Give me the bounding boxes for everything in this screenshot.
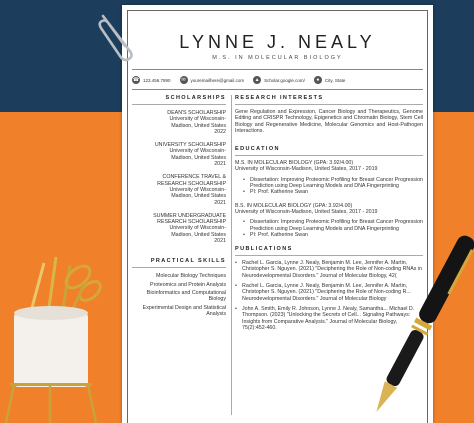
email-icon: ✉: [181, 77, 186, 83]
scholarship-detail: University of Wisconsin-: [169, 225, 226, 232]
bullet-text: Dissertation: Improving Proteomic Profiling for Breast Cancer Progression Prediction using Deep Learning Models and DNA Fingerprinting: [250, 176, 423, 190]
contact-bar: [132, 72, 423, 88]
skill-item: Molecular Biology Techniques: [156, 273, 226, 280]
publication-text: John A. Smith, Emily R. Johnson, Lynne J. Nealy, Samantha... Michael D. Thompson. (2023) "Unlocking the Secrets of Cell... Signaling Pathways: Insights from Comparative Analysis." Journal of Molecular Biology, 75(2):452-460.: [242, 305, 415, 331]
contact-divider: [132, 89, 423, 90]
education-bullet: [235, 177, 423, 190]
scholarship-detail: University of Wisconsin-: [169, 186, 226, 193]
contact-location: [314, 76, 345, 84]
paperclip-icon: [95, 10, 141, 62]
interests-text: Gene Regulation and Expression, Cancer Biology and Therapeutics, Genome Editing and CRISPR Technology, Epigenetics and Chromatin Biology, Stem Cell Biology and Regenerative Medicine, Molecular Genomics and Host-Pathogen Interactions.: [235, 109, 423, 134]
scholarship-detail: 2022: [214, 128, 226, 135]
scholarship-detail: University of Wisconsin-: [169, 116, 226, 123]
bullet-icon: •: [243, 219, 245, 226]
left-column: [132, 95, 226, 415]
scholarships-heading: SCHOLARSHIPS: [165, 95, 226, 101]
column-divider: [231, 95, 232, 415]
scholarship-title: CONFERENCE TRAVEL & RESEARCH SCHOLARSHIP: [157, 174, 226, 187]
scholar-text: Scholar.google.com/: [264, 77, 305, 83]
scholarship-detail: 2021: [214, 238, 226, 245]
skills-list: [132, 273, 226, 317]
phone-text: 123.456.7890: [143, 77, 171, 83]
scholarship-detail: 2021: [214, 199, 226, 206]
scholarship-detail: University of Wisconsin-: [169, 148, 226, 155]
publication-text: Rachel L. Garcia, Lynne J. Nealy, Benjamin M. Lee, Jennifer A. Martin, Christopher S. Nguyen. (2021) "Deciphering the Role of Non-coding R... Neurodevelopmental Disorders." Journal of Molecular Biology: [242, 283, 411, 302]
fountain-pen-icon: [370, 225, 474, 423]
bullet-icon: •: [235, 283, 237, 290]
education-degree: B.S. IN MOLECULAR BIOLOGY (GPA: 3.92/4.00): [235, 202, 353, 209]
contact-scholar: [253, 76, 305, 84]
bullet-text: Dissertation: Improving Proteomic Profiling for Breast Cancer Progression Prediction using Deep Learning Models and DNA Fingerprinting: [250, 219, 423, 232]
contact-phone: [132, 76, 171, 84]
skill-item: Experimental Design and Statistical Analysis: [142, 304, 226, 317]
bullet-icon: •: [243, 176, 245, 183]
education-heading: EDUCATION: [235, 146, 280, 153]
bullet-icon: •: [243, 189, 245, 196]
scholarship-title: UNIVERSITY SCHOLARSHIP: [154, 142, 226, 149]
phone-icon: ☎: [132, 77, 140, 83]
bullet-icon: •: [235, 305, 237, 312]
education-degree: M.S. IN MOLECULAR BIOLOGY (GPA: 3.92/4.00): [235, 160, 354, 167]
resume-subtitle: M.S. IN MOLECULAR BIOLOGY: [212, 55, 343, 61]
scholarship-detail: Madison, United States: [171, 231, 226, 238]
scholarship-title: DEAN'S SCHOLARSHIP: [167, 110, 226, 116]
contact-email: [180, 76, 245, 84]
scholarship-list: [132, 110, 226, 244]
skill-item: Bioinformatics and Computational Biology: [146, 289, 226, 303]
education-school: University of Wisconsin-Madison, United States, 2017 - 2019: [235, 166, 378, 173]
bullet-icon: •: [235, 260, 237, 267]
scholar-icon: ▲: [254, 77, 260, 83]
interests-heading: RESEARCH INTERESTS: [235, 95, 324, 101]
top-divider: [132, 69, 423, 70]
education-bullet: [235, 189, 423, 195]
scholarship-detail: Madison, United States: [171, 154, 226, 161]
scholarship-detail: Madison, United States: [171, 122, 226, 129]
publications-heading: PUBLICATIONS: [235, 246, 293, 253]
scholarship-detail: Madison, United States: [171, 193, 226, 200]
email-text: youremailhere@gmail.com: [190, 77, 245, 83]
location-text: City, State: [324, 77, 346, 83]
publication-text: Rachel L. Garcia, Lynne J. Nealy, Benjamin M. Lee, Jennifer A. Martin, Christopher S. Nguyen. (2021) "Deciphering the Role of Non-coding RNAs in Neurodevelopmental Disorders." Journal of Molecular Biology, 42(: [242, 260, 423, 279]
resume-name: LYNNE J. NEALY: [179, 32, 376, 52]
bullet-text: PI: Prof. Katherine Swan: [250, 189, 309, 196]
location-icon: ●: [314, 76, 322, 84]
skills-heading: PRACTICAL SKILLS: [150, 258, 226, 265]
bullet-text: PI: Prof. Katherine Swan: [250, 231, 309, 238]
scholarship-detail: 2021: [214, 161, 226, 168]
education-school: University of Wisconsin-Madison, United States, 2017 - 2019: [235, 208, 378, 215]
pen-holder-icon: [0, 255, 108, 423]
scholarship-title: SUMMER UNDERGRADUATE RESEARCH SCHOLARSHIP: [153, 212, 226, 226]
bullet-icon: •: [243, 231, 245, 238]
education-entry: [235, 160, 423, 195]
skill-item: Proteomics and Protein Analysis: [150, 281, 226, 288]
